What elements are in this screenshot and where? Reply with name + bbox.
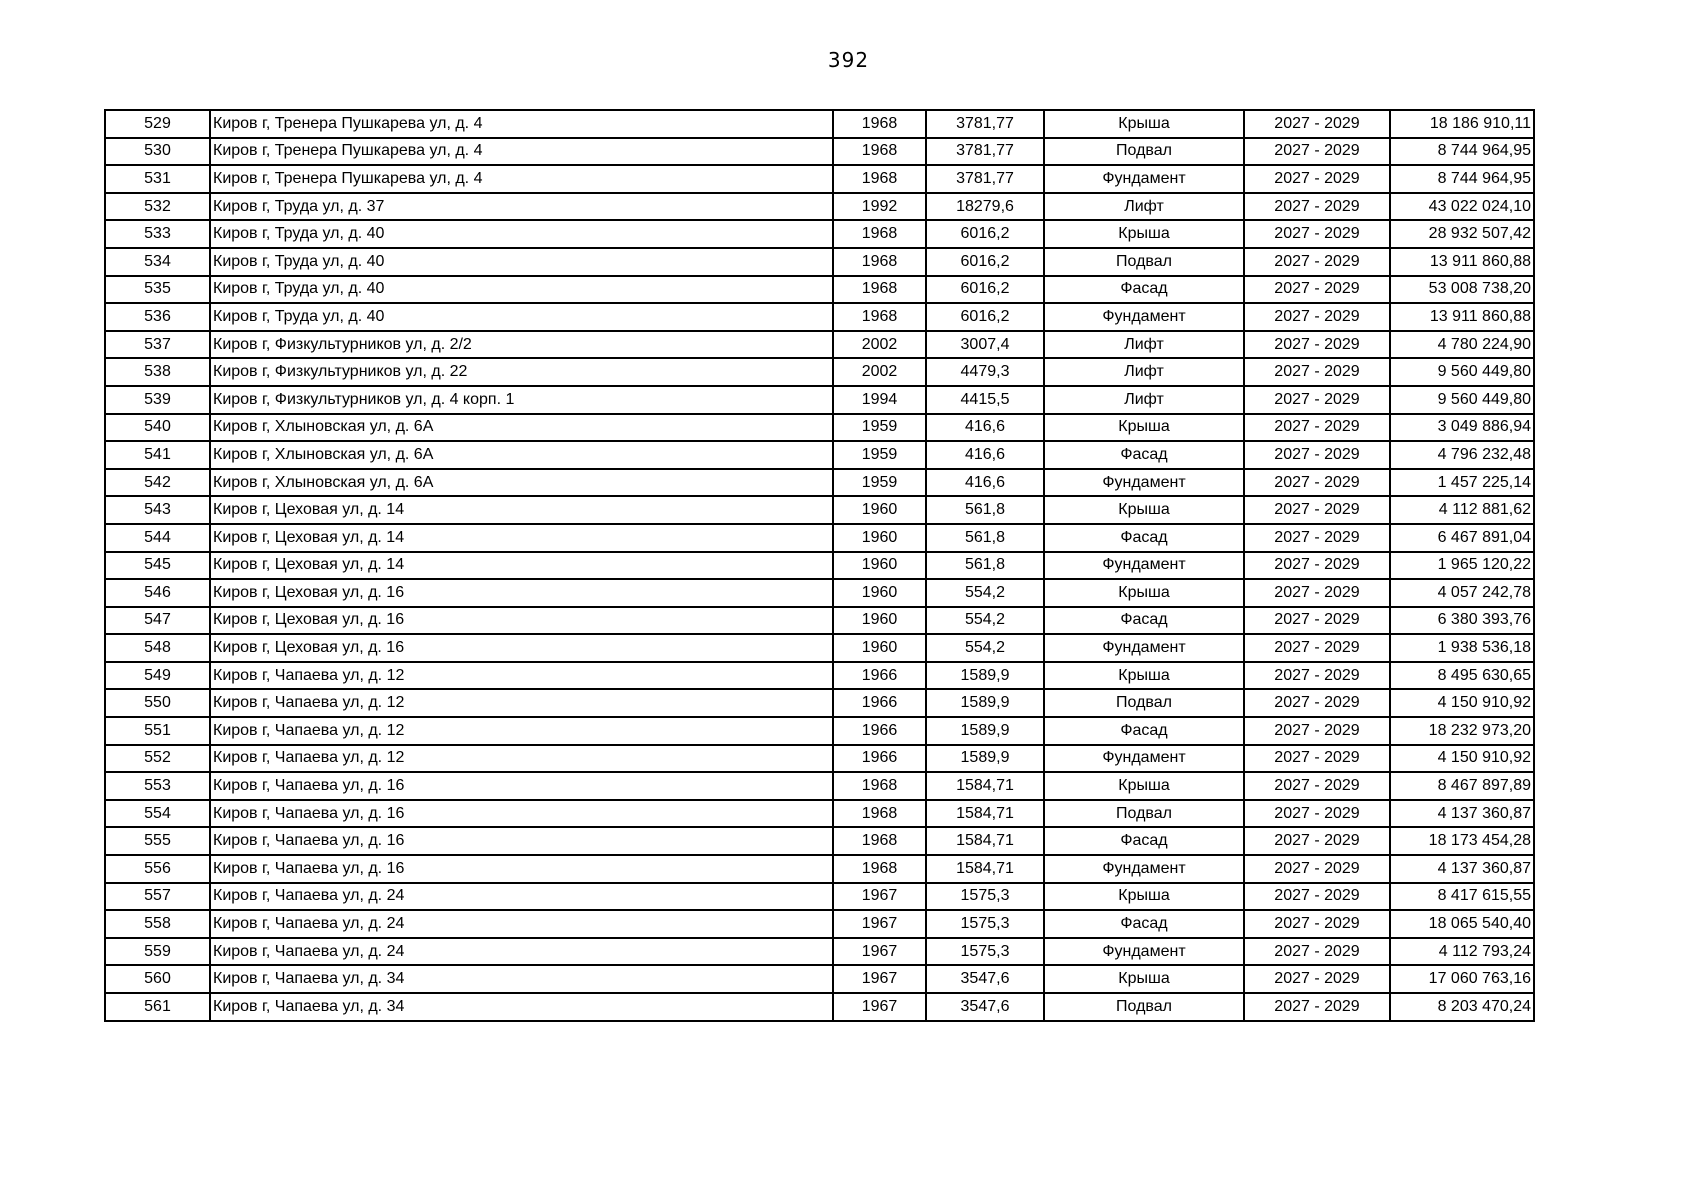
row-number-cell: 555 [105,827,210,855]
cost-cell: 4 150 910,92 [1390,745,1534,773]
work-type-cell: Фасад [1044,910,1244,938]
period-cell: 2027 - 2029 [1244,662,1390,690]
work-type-cell: Фасад [1044,717,1244,745]
period-cell: 2027 - 2029 [1244,469,1390,497]
period-cell: 2027 - 2029 [1244,552,1390,580]
cost-cell: 6 380 393,76 [1390,607,1534,635]
work-type-cell: Фундамент [1044,855,1244,883]
build-year-cell: 1960 [833,607,926,635]
area-cell: 1589,9 [926,689,1044,717]
work-type-cell: Крыша [1044,772,1244,800]
area-cell: 561,8 [926,524,1044,552]
table-row [105,220,1534,248]
table-row [105,303,1534,331]
cost-cell: 13 911 860,88 [1390,248,1534,276]
table-row [105,110,1534,138]
address-cell: Киров г, Чапаева ул, д. 12 [210,662,833,690]
build-year-cell: 1994 [833,386,926,414]
build-year-cell: 1968 [833,220,926,248]
area-cell: 3547,6 [926,993,1044,1021]
build-year-cell: 1968 [833,276,926,304]
address-cell: Киров г, Труда ул, д. 40 [210,276,833,304]
table-row [105,248,1534,276]
row-number-cell: 542 [105,469,210,497]
row-number-cell: 561 [105,993,210,1021]
cost-cell: 4 112 881,62 [1390,496,1534,524]
period-cell: 2027 - 2029 [1244,689,1390,717]
work-type-cell: Крыша [1044,579,1244,607]
cost-cell: 17 060 763,16 [1390,965,1534,993]
cost-cell: 53 008 738,20 [1390,276,1534,304]
work-type-cell: Крыша [1044,220,1244,248]
work-type-cell: Фундамент [1044,165,1244,193]
area-cell: 1584,71 [926,827,1044,855]
work-type-cell: Фундамент [1044,469,1244,497]
address-cell: Киров г, Труда ул, д. 40 [210,303,833,331]
address-cell: Киров г, Чапаева ул, д. 12 [210,745,833,773]
table-row [105,938,1534,966]
cost-cell: 4 150 910,92 [1390,689,1534,717]
work-type-cell: Крыша [1044,883,1244,911]
table-row [105,607,1534,635]
build-year-cell: 1967 [833,993,926,1021]
cost-cell: 8 417 615,55 [1390,883,1534,911]
table-row [105,165,1534,193]
table-row [105,855,1534,883]
cost-cell: 9 560 449,80 [1390,358,1534,386]
address-cell: Киров г, Чапаева ул, д. 16 [210,855,833,883]
area-cell: 1575,3 [926,910,1044,938]
work-type-cell: Подвал [1044,800,1244,828]
address-cell: Киров г, Чапаева ул, д. 24 [210,883,833,911]
period-cell: 2027 - 2029 [1244,745,1390,773]
work-type-cell: Фасад [1044,276,1244,304]
table-row [105,634,1534,662]
work-type-cell: Фасад [1044,524,1244,552]
table-row [105,552,1534,580]
table-row [105,993,1534,1021]
cost-cell: 4 796 232,48 [1390,441,1534,469]
period-cell: 2027 - 2029 [1244,165,1390,193]
row-number-cell: 552 [105,745,210,773]
build-year-cell: 1959 [833,469,926,497]
table-row [105,331,1534,359]
area-cell: 561,8 [926,552,1044,580]
area-cell: 4479,3 [926,358,1044,386]
table-body [105,110,1534,1021]
area-cell: 4415,5 [926,386,1044,414]
build-year-cell: 1959 [833,414,926,442]
row-number-cell: 560 [105,965,210,993]
build-year-cell: 1968 [833,165,926,193]
build-year-cell: 1966 [833,745,926,773]
address-cell: Киров г, Физкультурников ул, д. 22 [210,358,833,386]
row-number-cell: 559 [105,938,210,966]
area-cell: 1589,9 [926,662,1044,690]
row-number-cell: 531 [105,165,210,193]
build-year-cell: 1960 [833,524,926,552]
area-cell: 18279,6 [926,193,1044,221]
address-cell: Киров г, Физкультурников ул, д. 4 корп. 1 [210,386,833,414]
area-cell: 6016,2 [926,276,1044,304]
work-type-cell: Фундамент [1044,745,1244,773]
period-cell: 2027 - 2029 [1244,248,1390,276]
area-cell: 1589,9 [926,717,1044,745]
area-cell: 6016,2 [926,303,1044,331]
table-row [105,469,1534,497]
work-type-cell: Фасад [1044,441,1244,469]
address-cell: Киров г, Тренера Пушкарева ул, д. 4 [210,138,833,166]
cost-cell: 3 049 886,94 [1390,414,1534,442]
area-cell: 416,6 [926,441,1044,469]
period-cell: 2027 - 2029 [1244,910,1390,938]
address-cell: Киров г, Труда ул, д. 37 [210,193,833,221]
work-type-cell: Фундамент [1044,552,1244,580]
table-row [105,689,1534,717]
build-year-cell: 1960 [833,496,926,524]
work-type-cell: Лифт [1044,358,1244,386]
cost-cell: 8 495 630,65 [1390,662,1534,690]
address-cell: Киров г, Цеховая ул, д. 14 [210,552,833,580]
area-cell: 1589,9 [926,745,1044,773]
work-type-cell: Лифт [1044,193,1244,221]
build-year-cell: 1968 [833,110,926,138]
period-cell: 2027 - 2029 [1244,358,1390,386]
cost-cell: 4 137 360,87 [1390,800,1534,828]
area-cell: 1584,71 [926,772,1044,800]
area-cell: 1575,3 [926,883,1044,911]
table-row [105,910,1534,938]
table-row [105,138,1534,166]
area-cell: 3007,4 [926,331,1044,359]
address-cell: Киров г, Цеховая ул, д. 16 [210,634,833,662]
work-type-cell: Фундамент [1044,303,1244,331]
row-number-cell: 536 [105,303,210,331]
cost-cell: 4 057 242,78 [1390,579,1534,607]
period-cell: 2027 - 2029 [1244,110,1390,138]
row-number-cell: 539 [105,386,210,414]
table-row [105,386,1534,414]
build-year-cell: 1992 [833,193,926,221]
area-cell: 554,2 [926,607,1044,635]
cost-cell: 1 938 536,18 [1390,634,1534,662]
table-row [105,883,1534,911]
work-type-cell: Подвал [1044,138,1244,166]
table-row [105,772,1534,800]
period-cell: 2027 - 2029 [1244,138,1390,166]
work-type-cell: Фасад [1044,607,1244,635]
period-cell: 2027 - 2029 [1244,193,1390,221]
address-cell: Киров г, Цеховая ул, д. 14 [210,496,833,524]
address-cell: Киров г, Цеховая ул, д. 16 [210,607,833,635]
table-row [105,800,1534,828]
address-cell: Киров г, Чапаева ул, д. 34 [210,965,833,993]
build-year-cell: 1966 [833,717,926,745]
row-number-cell: 540 [105,414,210,442]
area-cell: 3781,77 [926,138,1044,166]
area-cell: 3547,6 [926,965,1044,993]
period-cell: 2027 - 2029 [1244,276,1390,304]
period-cell: 2027 - 2029 [1244,965,1390,993]
table-row [105,662,1534,690]
build-year-cell: 1968 [833,303,926,331]
build-year-cell: 1960 [833,552,926,580]
build-year-cell: 1966 [833,689,926,717]
address-cell: Киров г, Чапаева ул, д. 24 [210,910,833,938]
address-cell: Киров г, Цеховая ул, д. 14 [210,524,833,552]
table-row [105,827,1534,855]
row-number-cell: 544 [105,524,210,552]
row-number-cell: 532 [105,193,210,221]
period-cell: 2027 - 2029 [1244,827,1390,855]
row-number-cell: 530 [105,138,210,166]
build-year-cell: 1960 [833,579,926,607]
row-number-cell: 534 [105,248,210,276]
work-type-cell: Подвал [1044,993,1244,1021]
cost-cell: 8 744 964,95 [1390,165,1534,193]
table-row [105,193,1534,221]
work-type-cell: Крыша [1044,110,1244,138]
address-cell: Киров г, Чапаева ул, д. 16 [210,827,833,855]
period-cell: 2027 - 2029 [1244,386,1390,414]
address-cell: Киров г, Чапаева ул, д. 24 [210,938,833,966]
row-number-cell: 541 [105,441,210,469]
area-cell: 554,2 [926,579,1044,607]
work-type-cell: Фундамент [1044,938,1244,966]
area-cell: 6016,2 [926,248,1044,276]
area-cell: 416,6 [926,414,1044,442]
work-type-cell: Фундамент [1044,634,1244,662]
cost-cell: 18 065 540,40 [1390,910,1534,938]
row-number-cell: 556 [105,855,210,883]
cost-cell: 4 780 224,90 [1390,331,1534,359]
build-year-cell: 1967 [833,883,926,911]
page-number: 392 [827,48,870,72]
work-type-cell: Крыша [1044,662,1244,690]
table-row [105,496,1534,524]
work-type-cell: Крыша [1044,496,1244,524]
address-cell: Киров г, Труда ул, д. 40 [210,248,833,276]
period-cell: 2027 - 2029 [1244,414,1390,442]
build-year-cell: 1968 [833,855,926,883]
table-row [105,965,1534,993]
row-number-cell: 558 [105,910,210,938]
build-year-cell: 2002 [833,358,926,386]
table-row [105,524,1534,552]
work-type-cell: Лифт [1044,331,1244,359]
cost-cell: 28 932 507,42 [1390,220,1534,248]
address-cell: Киров г, Чапаева ул, д. 34 [210,993,833,1021]
period-cell: 2027 - 2029 [1244,331,1390,359]
cost-cell: 43 022 024,10 [1390,193,1534,221]
row-number-cell: 557 [105,883,210,911]
cost-cell: 6 467 891,04 [1390,524,1534,552]
cost-cell: 4 137 360,87 [1390,855,1534,883]
address-cell: Киров г, Тренера Пушкарева ул, д. 4 [210,110,833,138]
address-cell: Киров г, Чапаева ул, д. 12 [210,689,833,717]
period-cell: 2027 - 2029 [1244,441,1390,469]
cost-cell: 18 232 973,20 [1390,717,1534,745]
period-cell: 2027 - 2029 [1244,855,1390,883]
period-cell: 2027 - 2029 [1244,496,1390,524]
build-year-cell: 1967 [833,910,926,938]
address-cell: Киров г, Труда ул, д. 40 [210,220,833,248]
cost-cell: 4 112 793,24 [1390,938,1534,966]
build-year-cell: 1968 [833,248,926,276]
row-number-cell: 543 [105,496,210,524]
repair-schedule-table [104,109,1535,1022]
table-row [105,717,1534,745]
build-year-cell: 1960 [833,634,926,662]
cost-cell: 1 965 120,22 [1390,552,1534,580]
table-row [105,745,1534,773]
cost-cell: 8 744 964,95 [1390,138,1534,166]
period-cell: 2027 - 2029 [1244,772,1390,800]
table-row [105,414,1534,442]
area-cell: 1575,3 [926,938,1044,966]
row-number-cell: 553 [105,772,210,800]
period-cell: 2027 - 2029 [1244,938,1390,966]
period-cell: 2027 - 2029 [1244,717,1390,745]
address-cell: Киров г, Хлыновская ул, д. 6А [210,469,833,497]
table-row [105,276,1534,304]
row-number-cell: 538 [105,358,210,386]
work-type-cell: Подвал [1044,689,1244,717]
build-year-cell: 1968 [833,827,926,855]
period-cell: 2027 - 2029 [1244,303,1390,331]
cost-cell: 18 186 910,11 [1390,110,1534,138]
address-cell: Киров г, Тренера Пушкарева ул, д. 4 [210,165,833,193]
address-cell: Киров г, Цеховая ул, д. 16 [210,579,833,607]
period-cell: 2027 - 2029 [1244,634,1390,662]
area-cell: 416,6 [926,469,1044,497]
period-cell: 2027 - 2029 [1244,607,1390,635]
build-year-cell: 1967 [833,965,926,993]
area-cell: 554,2 [926,634,1044,662]
table-row [105,579,1534,607]
area-cell: 561,8 [926,496,1044,524]
row-number-cell: 537 [105,331,210,359]
row-number-cell: 548 [105,634,210,662]
address-cell: Киров г, Чапаева ул, д. 16 [210,800,833,828]
area-cell: 3781,77 [926,110,1044,138]
row-number-cell: 549 [105,662,210,690]
row-number-cell: 545 [105,552,210,580]
area-cell: 6016,2 [926,220,1044,248]
period-cell: 2027 - 2029 [1244,524,1390,552]
cost-cell: 8 203 470,24 [1390,993,1534,1021]
address-cell: Киров г, Чапаева ул, д. 16 [210,772,833,800]
area-cell: 1584,71 [926,800,1044,828]
row-number-cell: 546 [105,579,210,607]
row-number-cell: 529 [105,110,210,138]
area-cell: 1584,71 [926,855,1044,883]
cost-cell: 1 457 225,14 [1390,469,1534,497]
cost-cell: 13 911 860,88 [1390,303,1534,331]
cost-cell: 9 560 449,80 [1390,386,1534,414]
work-type-cell: Лифт [1044,386,1244,414]
build-year-cell: 1968 [833,800,926,828]
period-cell: 2027 - 2029 [1244,800,1390,828]
build-year-cell: 1968 [833,772,926,800]
table-row [105,441,1534,469]
row-number-cell: 533 [105,220,210,248]
row-number-cell: 554 [105,800,210,828]
work-type-cell: Крыша [1044,965,1244,993]
work-type-cell: Подвал [1044,248,1244,276]
cost-cell: 18 173 454,28 [1390,827,1534,855]
area-cell: 3781,77 [926,165,1044,193]
cost-cell: 8 467 897,89 [1390,772,1534,800]
work-type-cell: Фасад [1044,827,1244,855]
period-cell: 2027 - 2029 [1244,993,1390,1021]
row-number-cell: 551 [105,717,210,745]
table-row [105,358,1534,386]
period-cell: 2027 - 2029 [1244,883,1390,911]
build-year-cell: 1959 [833,441,926,469]
period-cell: 2027 - 2029 [1244,220,1390,248]
address-cell: Киров г, Хлыновская ул, д. 6А [210,414,833,442]
build-year-cell: 1966 [833,662,926,690]
period-cell: 2027 - 2029 [1244,579,1390,607]
build-year-cell: 2002 [833,331,926,359]
address-cell: Киров г, Физкультурников ул, д. 2/2 [210,331,833,359]
row-number-cell: 550 [105,689,210,717]
work-type-cell: Крыша [1044,414,1244,442]
address-cell: Киров г, Хлыновская ул, д. 6А [210,441,833,469]
build-year-cell: 1967 [833,938,926,966]
address-cell: Киров г, Чапаева ул, д. 12 [210,717,833,745]
row-number-cell: 535 [105,276,210,304]
row-number-cell: 547 [105,607,210,635]
build-year-cell: 1968 [833,138,926,166]
